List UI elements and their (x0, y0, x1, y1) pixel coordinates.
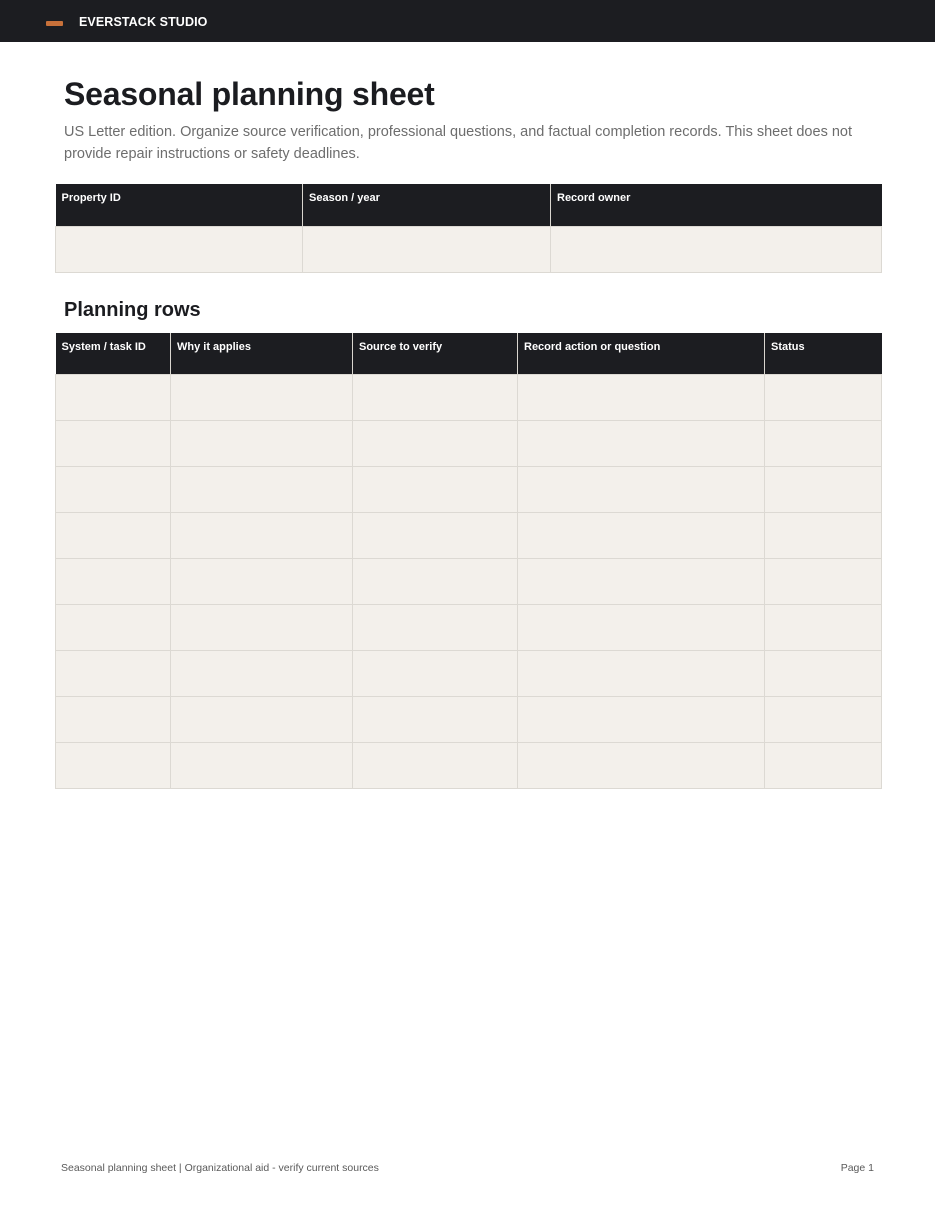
record-action-cell[interactable] (518, 742, 765, 788)
status-cell[interactable] (765, 650, 882, 696)
status-cell[interactable] (765, 742, 882, 788)
source-to-verify-cell[interactable] (353, 650, 518, 696)
brand-name: EVERSTACK STUDIO (79, 15, 208, 29)
status-cell[interactable] (765, 696, 882, 742)
status-cell[interactable] (765, 512, 882, 558)
why-it-applies-cell[interactable] (171, 420, 353, 466)
header-source-to-verify: Source to verify (353, 333, 518, 374)
why-it-applies-cell[interactable] (171, 558, 353, 604)
planning-row (56, 466, 882, 512)
status-cell[interactable] (765, 604, 882, 650)
brand-logo-mark (46, 21, 63, 26)
planning-row (56, 696, 882, 742)
why-it-applies-cell[interactable] (171, 604, 353, 650)
record-action-cell[interactable] (518, 696, 765, 742)
page-number: Page 1 (840, 1162, 874, 1174)
system-task-id-cell[interactable] (56, 512, 171, 558)
status-cell[interactable] (765, 374, 882, 420)
why-it-applies-cell[interactable] (171, 650, 353, 696)
source-to-verify-cell[interactable] (353, 558, 518, 604)
header-record-action: Record action or question (518, 333, 765, 374)
meta-header-row (56, 184, 882, 226)
record-action-cell[interactable] (518, 512, 765, 558)
planning-row (56, 558, 882, 604)
source-to-verify-cell[interactable] (353, 420, 518, 466)
planning-table (55, 333, 882, 789)
source-to-verify-cell[interactable] (353, 512, 518, 558)
system-task-id-cell[interactable] (56, 558, 171, 604)
source-to-verify-cell[interactable] (353, 374, 518, 420)
status-cell[interactable] (765, 420, 882, 466)
source-to-verify-cell[interactable] (353, 742, 518, 788)
planning-row (56, 604, 882, 650)
record-action-cell[interactable] (518, 650, 765, 696)
page-intro: US Letter edition. Organize source verification, professional questions, and factual completion records. This sheet does not provide repair instructions or safety deadlines. (64, 124, 852, 162)
section-heading-planning-rows: Planning rows (64, 299, 201, 321)
record-owner-cell[interactable] (551, 226, 882, 272)
why-it-applies-cell[interactable] (171, 466, 353, 512)
system-task-id-cell[interactable] (56, 466, 171, 512)
system-task-id-cell[interactable] (56, 650, 171, 696)
meta-table (55, 184, 882, 273)
source-to-verify-cell[interactable] (353, 466, 518, 512)
record-action-cell[interactable] (518, 604, 765, 650)
status-cell[interactable] (765, 466, 882, 512)
system-task-id-cell[interactable] (56, 696, 171, 742)
status-cell[interactable] (765, 558, 882, 604)
planning-rows-body (56, 374, 882, 788)
record-action-cell[interactable] (518, 374, 765, 420)
record-action-cell[interactable] (518, 420, 765, 466)
header-status: Status (765, 333, 882, 374)
system-task-id-cell[interactable] (56, 604, 171, 650)
meta-header-record-owner: Record owner (551, 184, 882, 226)
system-task-id-cell[interactable] (56, 374, 171, 420)
header-system-task-id: System / task ID (56, 333, 171, 374)
meta-header-season-year: Season / year (303, 184, 551, 226)
planning-row (56, 742, 882, 788)
page-title: Seasonal planning sheet (64, 76, 435, 112)
system-task-id-cell[interactable] (56, 420, 171, 466)
footer-note: Seasonal planning sheet | Organizational aid - verify current sources (61, 1162, 379, 1174)
property-id-cell[interactable] (56, 226, 303, 272)
planning-row (56, 420, 882, 466)
why-it-applies-cell[interactable] (171, 374, 353, 420)
meta-row (56, 226, 882, 272)
meta-header-property-id: Property ID (56, 184, 303, 226)
record-action-cell[interactable] (518, 558, 765, 604)
system-task-id-cell[interactable] (56, 742, 171, 788)
planning-row (56, 512, 882, 558)
season-year-cell[interactable] (303, 226, 551, 272)
planning-row (56, 374, 882, 420)
why-it-applies-cell[interactable] (171, 742, 353, 788)
why-it-applies-cell[interactable] (171, 512, 353, 558)
planning-header-row (56, 333, 882, 374)
why-it-applies-cell[interactable] (171, 696, 353, 742)
top-bar (0, 0, 935, 42)
planning-row (56, 650, 882, 696)
source-to-verify-cell[interactable] (353, 604, 518, 650)
source-to-verify-cell[interactable] (353, 696, 518, 742)
header-why-it-applies: Why it applies (171, 333, 353, 374)
record-action-cell[interactable] (518, 466, 765, 512)
